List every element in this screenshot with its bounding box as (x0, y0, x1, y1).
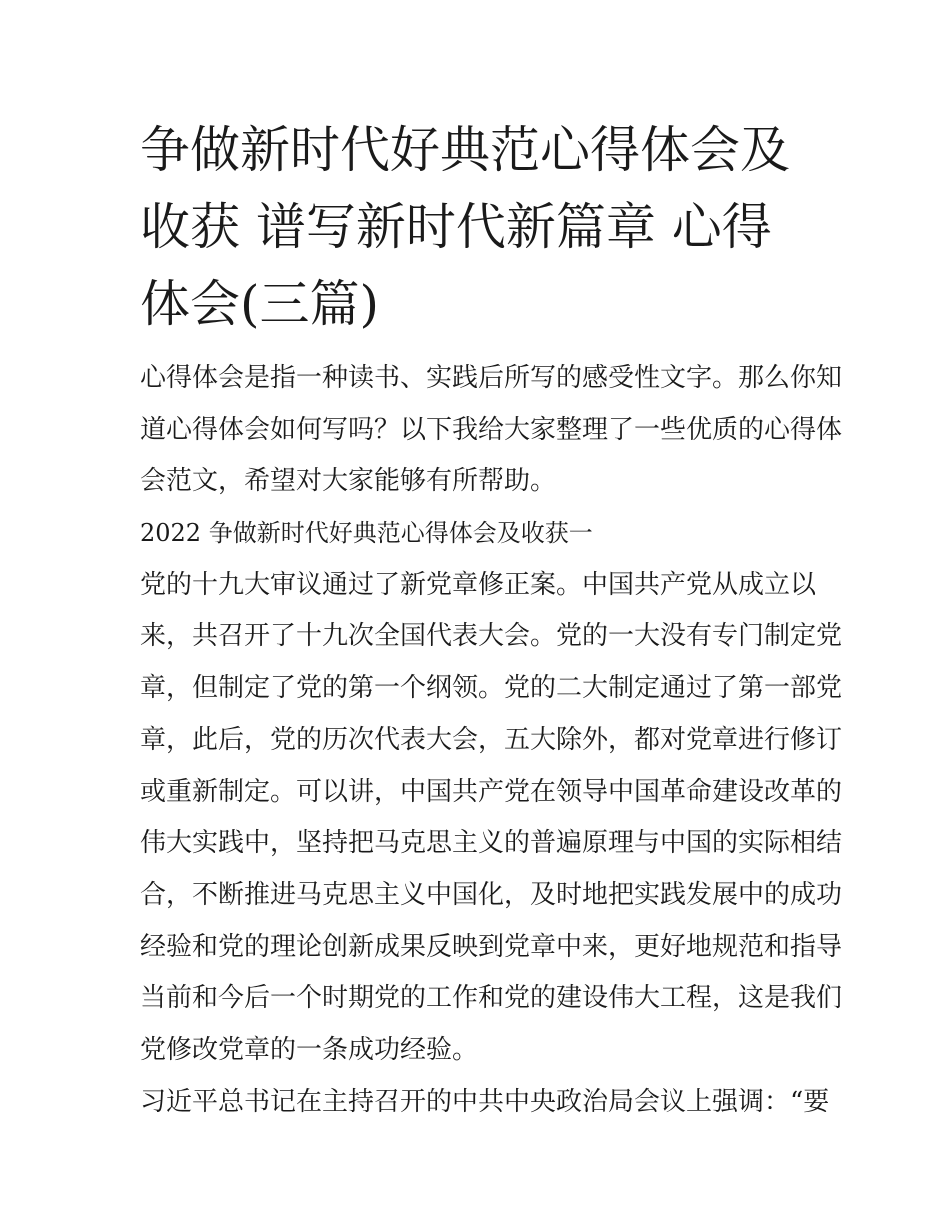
title-line-1: 争做新时代好典范心得体会及 (140, 121, 790, 179)
paragraph-line-10: 党修改党章的一条成功经验。 (140, 1034, 479, 1065)
paragraph-line-9: 当前和今后一个时期党的工作和党的建设伟大工程，这是我们 (140, 983, 843, 1014)
paragraph-line-6: 伟大实践中，坚持把马克思主义的普遍原理与中国的实际相结 (140, 828, 843, 859)
paragraph-line-5: 或重新制定。可以讲，中国共产党在领导中国革命建设改革的 (140, 776, 843, 807)
paragraph-line-1: 党的十九大审议通过了新党章修正案。中国共产党从成立以 (140, 569, 817, 600)
paragraph-line-2: 来，共召开了十九次全国代表大会。党的一大没有专门制定党 (140, 621, 843, 652)
title-line-3: 体会(三篇) (140, 275, 380, 333)
paragraph-line-3: 章，但制定了党的第一个纲领。党的二大制定通过了第一部党 (140, 673, 843, 704)
intro-line-1: 心得体会是指一种读书、实践后所写的感受性文字。那么你知 (140, 363, 843, 393)
intro-line-3: 会范文，希望对大家能够有所帮助。 (140, 466, 557, 497)
section-heading: 2022 争做新时代好典范心得体会及收获一 (140, 519, 593, 548)
intro-line-2: 道心得体会如何写吗？以下我给大家整理了一些优质的心得体 (140, 414, 843, 445)
document-title (140, 112, 820, 343)
document-body (140, 353, 843, 1128)
paragraph-line-4: 章，此后，党的历次代表大会，五大除外，都对党章进行修订 (140, 724, 843, 755)
title-line-2: 收获 谱写新时代新篇章 心得 (140, 198, 772, 256)
paragraph-2-line-1: 习近平总书记在主持召开的中共中央政治局会议上强调：“要 (140, 1086, 830, 1117)
paragraph-line-8: 经验和党的理论创新成果反映到党章中来，更好地规范和指导 (140, 931, 843, 962)
paragraph-line-7: 合，不断推进马克思主义中国化，及时地把实践发展中的成功 (140, 879, 843, 910)
